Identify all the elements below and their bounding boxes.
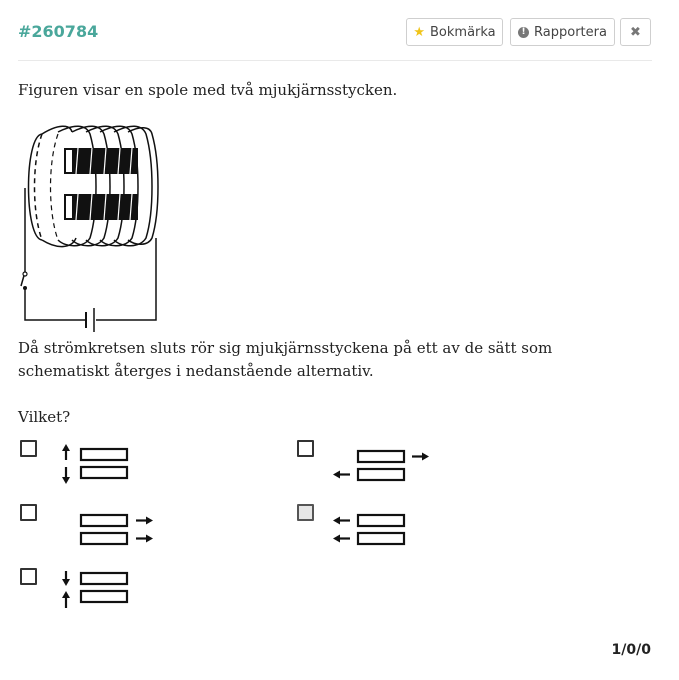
option-checkbox-right-2[interactable] — [297, 504, 314, 521]
report-label: Rapportera — [534, 24, 607, 40]
close-icon: ✖ — [630, 24, 641, 40]
question-description: Då strömkretsen sluts rör sig mjukjärnsstyckena på ett av de sätt som schematiskt återges i nedanstående alternativ. — [18, 339, 553, 380]
header-divider — [18, 60, 652, 61]
option-checkbox-right-1[interactable] — [297, 440, 314, 457]
option-figure-vertical-apart — [60, 442, 132, 486]
option-figure-horizontal-apart — [330, 448, 434, 484]
star-icon: ★ — [413, 24, 425, 40]
option-checkbox-left-3[interactable] — [20, 568, 37, 585]
question-intro: Figuren visar en spole med två mjukjärnsstycken. — [18, 81, 398, 99]
score-counter: 1/0/0 — [611, 642, 651, 658]
option-figure-both-left — [330, 512, 410, 548]
question-id: #260784 — [18, 22, 99, 41]
option-checkbox-left-1[interactable] — [20, 440, 37, 457]
option-checkbox-left-2[interactable] — [20, 504, 37, 521]
close-button[interactable] — [620, 18, 651, 46]
coil-figure — [14, 122, 164, 334]
info-icon: ! — [518, 27, 529, 38]
question-prompt: Vilket? — [18, 408, 71, 426]
bookmark-button[interactable] — [406, 18, 503, 46]
bookmark-label: Bokmärka — [430, 24, 496, 40]
option-figure-vertical-together — [60, 570, 132, 610]
report-button[interactable] — [510, 18, 615, 46]
option-figure-both-right — [78, 512, 158, 548]
